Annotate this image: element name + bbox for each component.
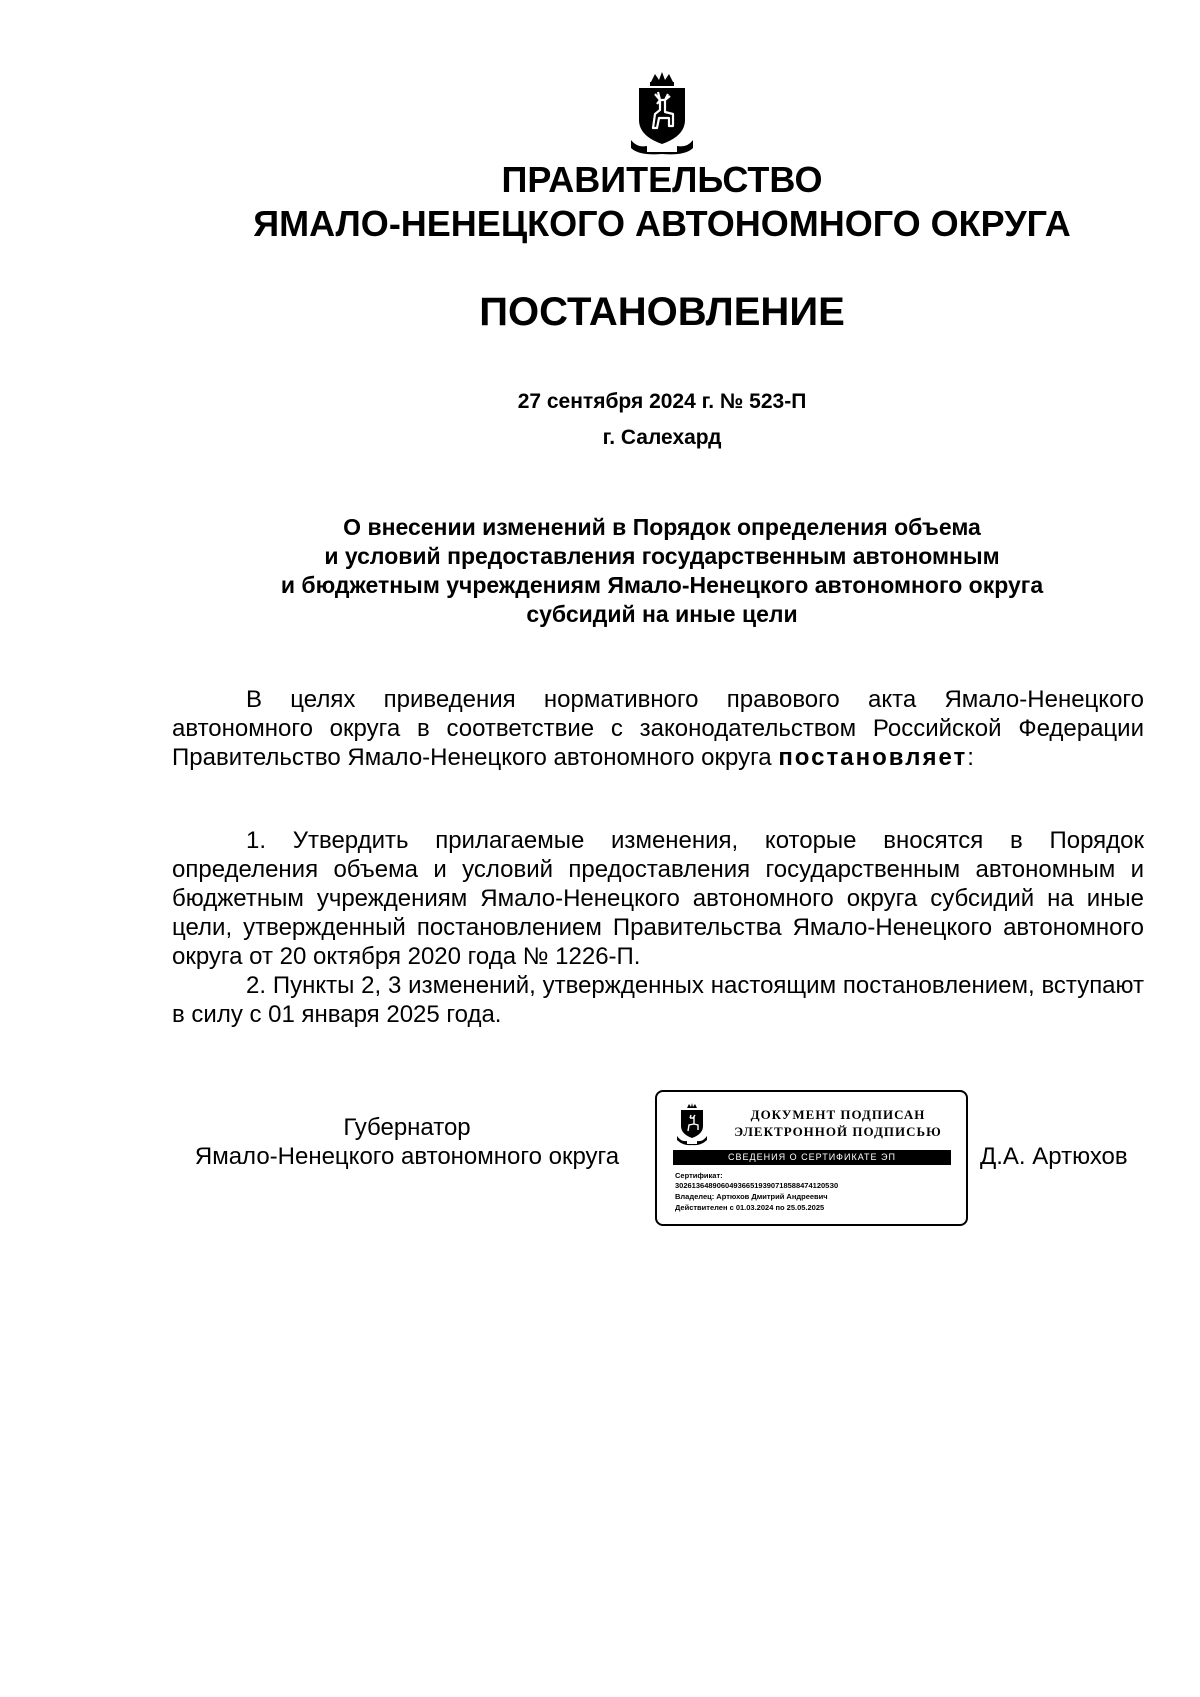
position-line2: Ямало-Ненецкого автономного округа	[194, 1143, 620, 1170]
stamp-validity: Действителен с 01.03.2024 по 25.05.2025	[675, 1203, 825, 1212]
document-type: ПОСТАНОВЛЕНИЕ	[479, 290, 845, 334]
stamp-certificate-number: 3026136489060493665193907185884741205З0	[675, 1181, 839, 1190]
city: г. Салехард	[602, 426, 722, 449]
coat-of-arms-emblem	[627, 70, 697, 156]
date-and-number: 27 сентября 2024 г. № 523-П	[517, 390, 807, 413]
stamp-certificate-bar: СВЕДЕНИЯ О СЕРТИФИКАТЕ ЭП	[673, 1150, 951, 1165]
stamp-certificate-label: Сертификат:	[675, 1171, 723, 1180]
document-subject	[170, 513, 1154, 629]
preamble	[172, 685, 1144, 772]
resolution-keyword: постановляет	[778, 744, 968, 771]
subject-line: субсидий на иные цели	[526, 601, 798, 627]
electronic-signature-stamp	[655, 1090, 968, 1226]
resolution-item-2: 2. Пункты 2, 3 изменений, утвержденных настоящим постановлением, вступают в силу с 01 января 2025 года.	[172, 972, 1144, 1028]
stamp-owner: Владелец: Артюхов Дмитрий Андреевич	[675, 1192, 828, 1201]
preamble-colon: :	[967, 744, 974, 771]
position-line1: Губернатор	[343, 1114, 471, 1141]
stamp-heading-line2: ЭЛЕКТРОННОЙ ПОДПИСЬЮ	[734, 1124, 942, 1139]
subject-line: О внесении изменений в Порядок определения объема	[343, 514, 981, 540]
government-title-line2: ЯМАЛО-НЕНЕЦКОГО АВТОНОМНОГО ОКРУГА	[253, 203, 1071, 244]
resolution-items	[172, 826, 1144, 1029]
signatory-position	[172, 1113, 642, 1171]
subject-line: и условий предоставления государственным автономным	[324, 543, 1000, 569]
stamp-emblem-icon	[675, 1102, 709, 1146]
subject-line: и бюджетным учреждениям Ямало-Ненецкого автономного округа	[280, 572, 1044, 598]
preamble-text: В целях приведения нормативного правового акта Ямало-Ненецкого автономного округа в соответствие с законодательством Российской Федерации Правительство Ямало-Ненецкого автономного округа	[172, 686, 1144, 771]
government-title-line1: ПРАВИТЕЛЬСТВО	[501, 159, 823, 200]
preamble-paragraph	[172, 685, 1144, 772]
resolution-item-1: 1. Утвердить прилагаемые изменения, которые вносятся в Порядок определения объема и условий предоставления государственным автономным и бюджетным учреждениям Ямало-Ненецкого автономного округа субсидий на иные цели, утвержденный постановлением Правительства Ямало-Ненецкого автономного округа от 20 октября 2020 года № 1226-П.	[172, 827, 1144, 970]
stamp-heading-line1: ДОКУМЕНТ ПОДПИСАН	[750, 1107, 926, 1122]
signer-name: Д.А. Артюхов	[980, 1143, 1128, 1170]
